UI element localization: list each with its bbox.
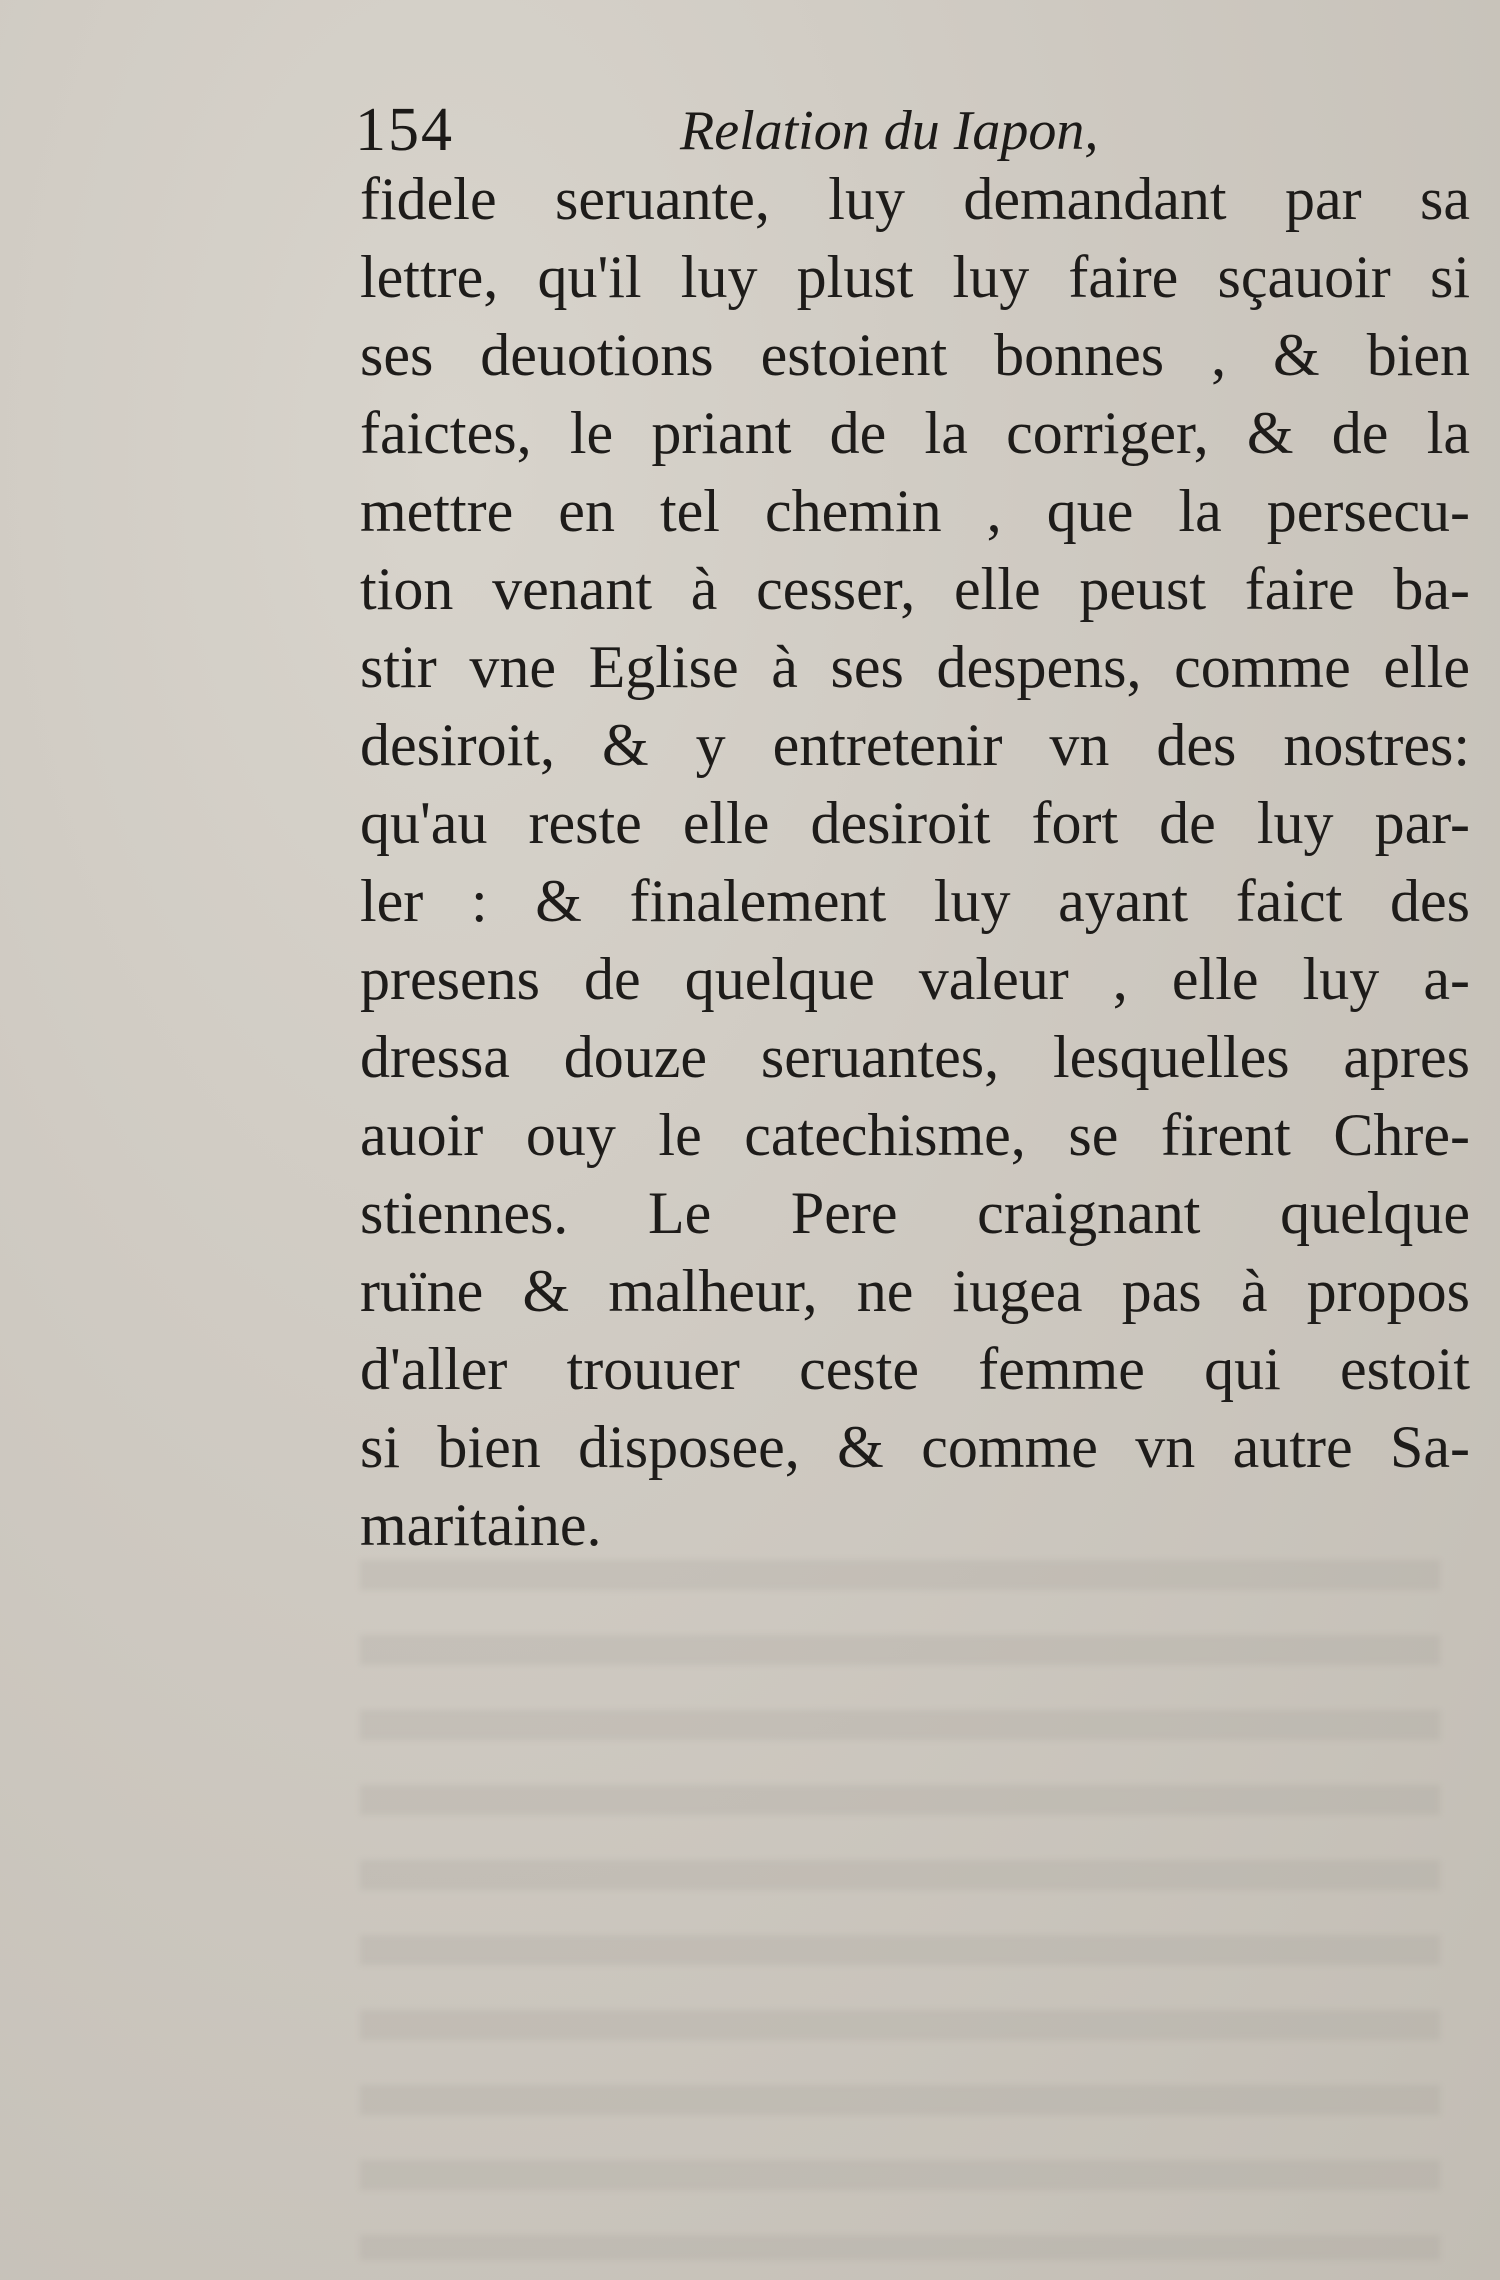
text-line: dressa douze seruantes, lesquelles apres (360, 1024, 1470, 1090)
text-line: si bien disposee, & comme vn autre Sa- (360, 1414, 1470, 1480)
text-line: d'aller trouuer ceste femme qui estoit (360, 1336, 1470, 1402)
text-line: stiennes. Le Pere craignant quelque (360, 1180, 1470, 1246)
text-line: stir vne Eglise à ses despens, comme elle (360, 634, 1470, 700)
text-line: maritaine. (360, 1492, 602, 1558)
text-line: faictes, le priant de la corriger, & de la (360, 400, 1470, 466)
text-line: desiroit, & y entretenir vn des nostres: (360, 712, 1470, 778)
running-head: Relation du Iapon, (680, 100, 1099, 162)
text-line: mettre en tel chemin , que la persecu- (360, 478, 1470, 544)
text-line: tion venant à cesser, elle peust faire ba- (360, 556, 1470, 622)
text-line: fidele seruante, luy demandant par sa (360, 166, 1470, 232)
text-line: auoir ouy le catechisme, se firent Chre- (360, 1102, 1470, 1168)
body-text (360, 160, 1470, 1564)
text-line: ruïne & malheur, ne iugea pas à propos (360, 1258, 1470, 1324)
text-line: ses deuotions estoient bonnes , & bien (360, 322, 1470, 388)
text-line: qu'au reste elle desiroit fort de luy par- (360, 790, 1470, 856)
text-line: presens de quelque valeur , elle luy a- (360, 946, 1470, 1012)
show-through-ink (360, 1560, 1440, 2260)
page-number: 154 (355, 96, 454, 164)
text-line: ler : & finalement luy ayant faict des (360, 868, 1470, 934)
page-header (355, 95, 1465, 165)
text-line: lettre, qu'il luy plust luy faire sçauoir si (360, 244, 1470, 310)
